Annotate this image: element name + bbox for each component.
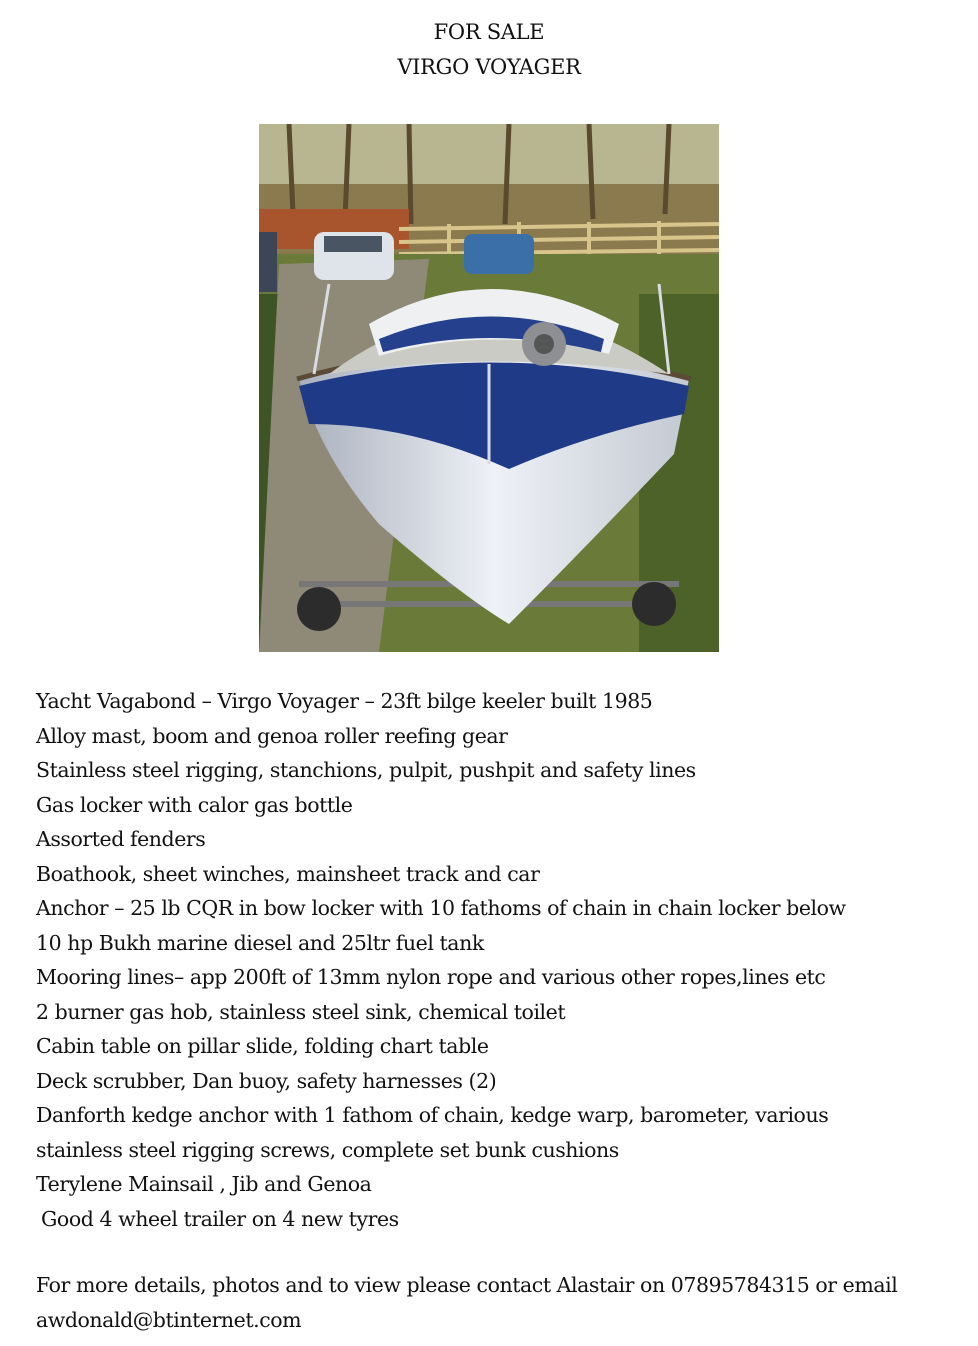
list-item: Mooring lines– app 200ft of 13mm nylon rope and various other ropes,lines etc (36, 965, 826, 989)
list-item: Danforth kedge anchor with 1 fathom of chain, kedge warp, barometer, various stainless steel rigging screws, complete set bunk cushions (36, 1103, 829, 1162)
list-item: Gas locker with calor gas bottle (36, 792, 353, 817)
heading-boat-model: VIRGO VOYAGER (397, 55, 581, 79)
list-item: Boathook, sheet winches, mainsheet track and car (36, 861, 540, 886)
list-item: Terylene Mainsail , Jib and Genoa (36, 1172, 372, 1196)
list-item: Good 4 wheel trailer on 4 new tyres (41, 1206, 399, 1231)
contact-details: For more details, photos and to view please contact Alastair on 07895784315 or email awdonald@btinternet.com (36, 1273, 898, 1332)
list-item: 2 burner gas hob, stainless steel sink, chemical toilet (36, 999, 566, 1024)
feature-list (36, 684, 946, 1236)
heading-for-sale: FOR SALE (433, 20, 545, 44)
list-item: Assorted fenders (36, 827, 206, 851)
list-item: Anchor – 25 lb CQR in bow locker with 10 fathoms of chain in chain locker below (36, 896, 846, 920)
list-item: Cabin table on pillar slide, folding chart table (36, 1034, 489, 1058)
list-item: Yacht Vagabond – Virgo Voyager – 23ft bilge keeler built 1985 (36, 689, 653, 713)
list-item: Deck scrubber, Dan buoy, safety harnesses (2) (36, 1068, 497, 1093)
list-item: Stainless steel rigging, stanchions, pulpit, pushpit and safety lines (36, 758, 696, 782)
list-item: Alloy mast, boom and genoa roller reefing gear (36, 723, 508, 748)
boat-on-trailer-photo (259, 124, 719, 652)
list-item: 10 hp Bukh marine diesel and 25ltr fuel tank (36, 930, 484, 955)
